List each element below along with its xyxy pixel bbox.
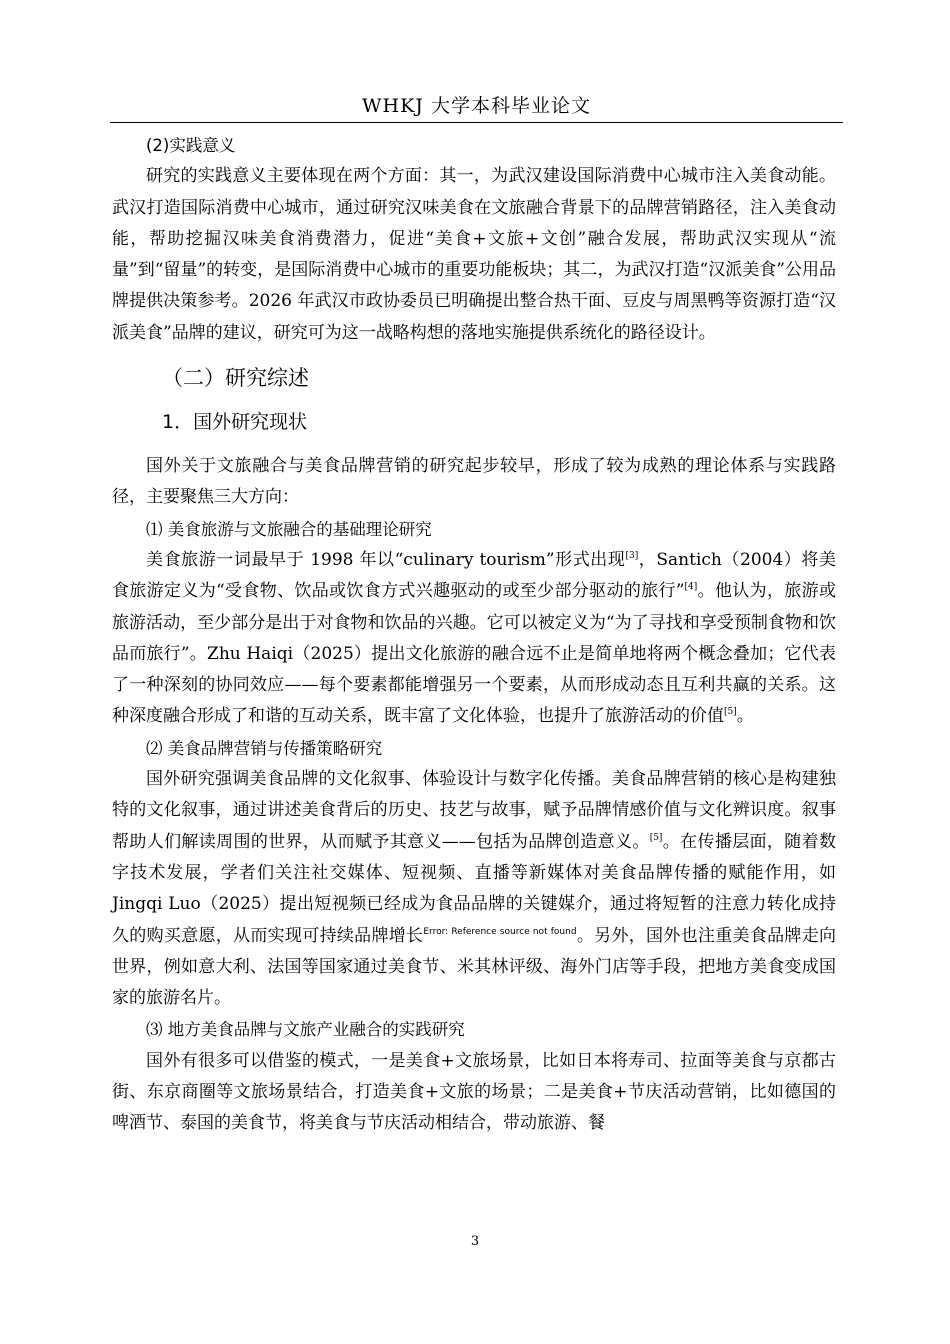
text-run: 美食旅游一词最早于 1998 年以“culinary tourism”形式出现	[146, 549, 626, 570]
citation-ref: [4]	[684, 582, 698, 593]
brand-marketing-paragraph	[112, 764, 836, 1014]
food-tourism-theory-heading: ⑴ 美食旅游与文旅融合的基础理论研究	[146, 519, 432, 539]
food-tourism-theory-paragraph	[112, 545, 836, 733]
reference-error-note: Error: Reference source not found	[423, 926, 577, 937]
research-review-heading: （二）研究综述	[162, 366, 309, 391]
text-run: 国外研究强调美食品牌的文化叙事、体验设计与数字化传播。美食品牌营销的核心是构建独特的文化叙事，通过讲述美食背后的历史、技艺与故事，赋予品牌情感价值与文化辨识度。叙事帮助人们解读周围的世界，从而赋予其意义——包括为品牌创造意义。	[112, 769, 836, 852]
practical-significance-heading: (2)实践意义	[146, 136, 236, 155]
text-run: ，Santich（2004）将美食旅游定义为“受食物、饮品或饮食方式兴趣驱动的或至少部分驱动的旅行”	[112, 549, 837, 602]
header-divider	[110, 122, 843, 123]
citation-ref: [3]	[625, 550, 639, 561]
foreign-intro-paragraph: 国外关于文旅融合与美食品牌营销的研究起步较早，形成了较为成熟的理论体系与实践路径，主要聚焦三大方向：	[112, 456, 836, 508]
citation-ref: [5]	[649, 832, 663, 843]
practical-significance-paragraph: 研究的实践意义主要体现在两个方面：其一，为武汉建设国际消费中心城市注入美食动能。武汉打造国际消费中心城市，通过研究汉味美食在文旅融合背景下的品牌营销路径，注入美食动能，帮助挖掘汉味美食消费潜力，促进“美食+文旅+文创”融合发展，帮助武汉实现从“流量”到“留量”的转变，是国际消费中心城市的重要功能板块；其二，为武汉打造“汉派美食”公用品牌提供决策参考。2026 年武汉市政协委员已明确提出整合热干面、豆皮与周黑鸭等资源打造“汉派美食”品牌的建议，研究可为这一战略构想的落地实施提供系统化的路径设计。	[112, 166, 836, 343]
text-run: 。另外，国外也注重美食品牌走向世界，例如意大利、法国等国家通过美食节、米其林评级、海外门店等手段，把地方美食变成国家的旅游名片。	[112, 925, 837, 1009]
text-run: 。在传播层面，随着数字技术发展，学者们关注社交媒体、短视频、直播等新媒体对美食品牌传播的赋能作用，如 Jingqi Luo（2025）提出短视频已经成为食品品牌的关键媒介，通过将短暂的注意力转化成持久的购买意愿，从而实现可持续品牌增长	[112, 831, 836, 946]
page-body	[112, 130, 836, 1140]
page-number: 3	[470, 1234, 480, 1249]
foreign-research-heading: 1．国外研究现状	[162, 411, 308, 434]
local-brand-practice-paragraph: 国外有很多可以借鉴的模式，一是美食+文旅场景，比如日本将寿司、拉面等美食与京都古街、东京商圈等文旅场景结合，打造美食+文旅的场景；二是美食+节庆活动营销，比如德国的啤酒节、泰国的美食节，将美食与节庆活动相结合，带动旅游、餐	[112, 1050, 836, 1134]
running-header: WHKJ 大学本科毕业论文	[362, 95, 591, 117]
text-run: 。	[736, 706, 754, 727]
citation-ref: [5]	[724, 707, 737, 718]
local-brand-practice-heading: ⑶ 地方美食品牌与文旅产业融合的实践研究	[146, 1020, 465, 1040]
text-run: 。他认为，旅游或旅游活动，至少部分是出于对食物和饮品的兴趣。它可以被定义为“为了寻找和享受预制食物和饮品而旅行”。Zhu Haiqi（2025）提出文化旅游的融合远不止是简单地将两个概念叠加；它代表了一种深刻的协同效应——每个要素都能增强另一个要素，从而形成动态且互利共赢的关系。这种深度融合形成了和谐的互动关系，既丰富了文化体验，也提升了旅游活动的价值	[112, 581, 837, 727]
brand-marketing-heading: ⑵ 美食品牌营销与传播策略研究	[146, 738, 383, 758]
